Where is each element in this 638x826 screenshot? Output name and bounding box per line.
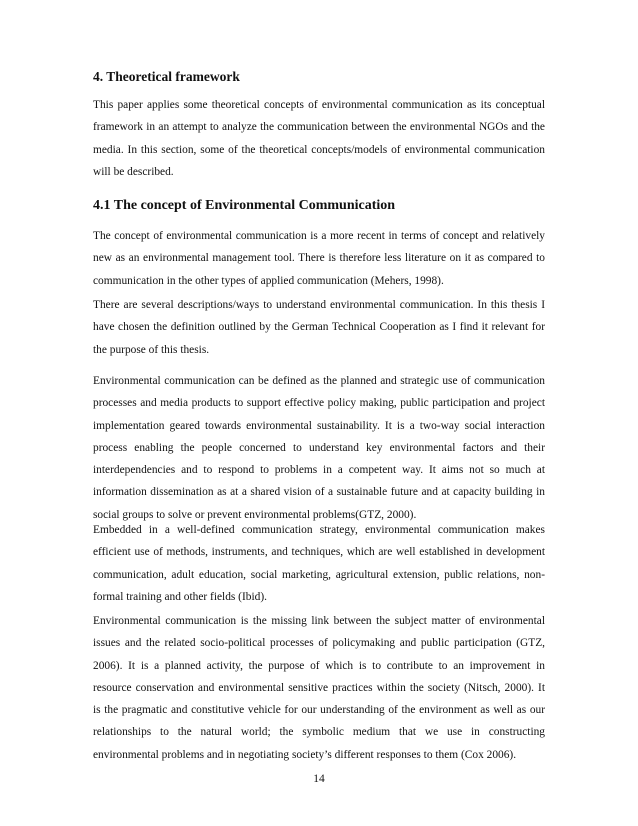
paragraph-line: Environmental communication is the missing link between the subject matter of environmental — [93, 615, 545, 627]
paragraph-3 — [93, 370, 545, 526]
paragraph-line: relationships to the natural world; the symbolic medium that we use in constructing — [93, 726, 545, 739]
page-number: 14 — [313, 773, 325, 785]
paragraph-line: new as an environmental management tool. There is therefore less literature on it as compared to — [93, 252, 545, 265]
paragraph-4 — [93, 519, 545, 608]
paragraph-line: environmental problems and in negotiating society’s different responses to them (Cox 2006). — [93, 748, 517, 761]
paragraph-line: is the pragmatic and constitutive vehicle for our understanding of the environment as well as our — [93, 704, 545, 717]
paragraph-5 — [93, 610, 545, 766]
paragraph-line: Embedded in a well-defined communication strategy, environmental communication makes — [93, 524, 545, 536]
paragraph-line: There are several descriptions/ways to understand environmental communication. In this thesis I — [93, 299, 545, 311]
paragraph-line: will be described. — [93, 165, 174, 178]
intro-paragraph — [93, 94, 545, 183]
paragraph-1 — [93, 225, 545, 292]
paragraph-line: media. In this section, some of the theoretical concepts/models of environmental communication — [93, 143, 545, 156]
section-heading: 4. Theoretical framework — [93, 69, 240, 84]
paragraph-line: implementation geared towards environmental sustainability. It is a two-way social interaction — [93, 419, 545, 432]
paragraph-line: This paper applies some theoretical concepts of environmental communication as its conceptual — [93, 99, 545, 111]
paragraph-line: framework in an attempt to analyze the communication between the environmental NGOs and the — [93, 121, 545, 134]
paragraph-line: social groups to solve or prevent environmental problems(GTZ, 2000). — [93, 508, 417, 521]
paragraph-line: The concept of environmental communication is a more recent in terms of concept and relatively — [93, 230, 545, 242]
paragraph-line: processes and media products to support effective policy making, public participation and project — [93, 397, 545, 410]
paragraph-line: issues and the related socio-political processes of policymaking and public participation (GTZ, — [93, 637, 545, 650]
paragraph-line: information dissemination as at a shared vision of a sustainable future and at capacity building in — [93, 486, 545, 499]
subsection-heading: 4.1 The concept of Environmental Communication — [93, 198, 396, 213]
paragraph-line: communication, adult education, social marketing, agricultural extension, public relations, non- — [93, 568, 545, 581]
paragraph-line: resource conservation and environmental sensitive practices within the society (Nitsch, 2000). It — [93, 681, 545, 694]
paragraph-line: 2006). It is a planned activity, the purpose of which is to contribute to an improvement in — [93, 659, 545, 672]
paragraph-line: interdependencies and to respond to problems in a competent way. It aims not so much at — [93, 464, 545, 477]
paragraph-line: the purpose of this thesis. — [93, 343, 210, 356]
paragraph-line: communication in the other types of applied communication (Mehers, 1998). — [93, 274, 444, 287]
paragraph-2 — [93, 294, 545, 361]
paragraph-line: Environmental communication can be defined as the planned and strategic use of communication — [93, 375, 545, 387]
paragraph-line: efficient use of methods, instruments, and techniques, which are well established in development — [93, 546, 545, 559]
paragraph-line: process enabling the people concerned to understand key environmental factors and their — [93, 441, 545, 454]
paragraph-line: have chosen the definition outlined by the German Technical Cooperation as I find it relevant for — [93, 321, 545, 334]
paragraph-line: formal training and other fields (Ibid). — [93, 590, 267, 603]
